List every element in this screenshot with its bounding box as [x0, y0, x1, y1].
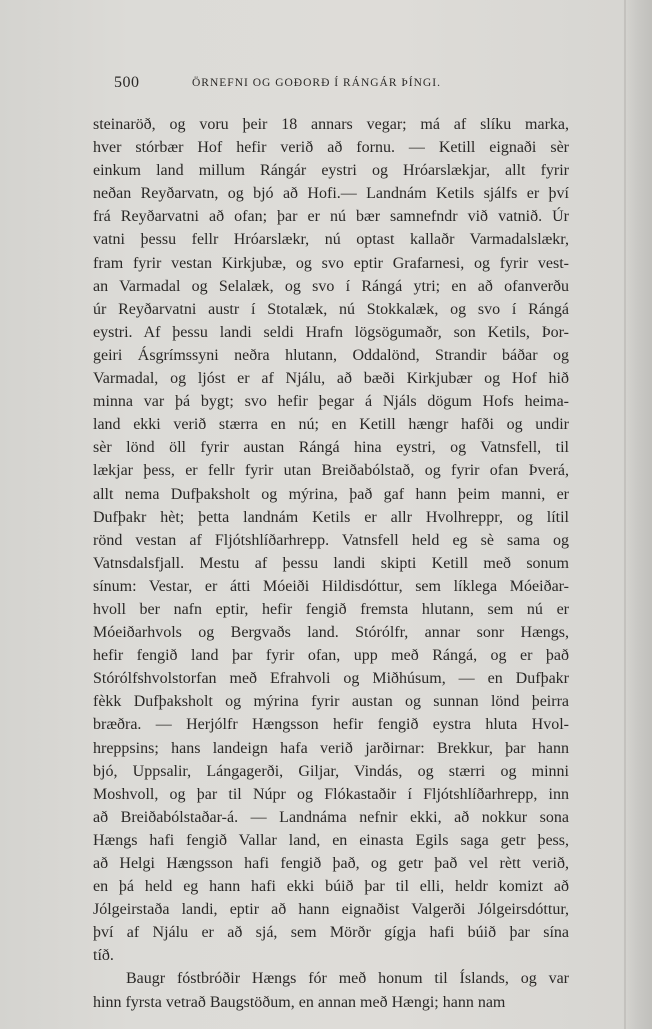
text-line: að Helgi Hængsson hafi fengið það, og getr það vel rètt verið,	[93, 855, 569, 872]
text-line: hefir fengið land þar fyrir ofan, upp með Rángá, og er það	[93, 647, 569, 665]
text-line: rönd vestan af Fljótshlíðarhrepp. Vatnsfell held eg sè sama og	[93, 531, 569, 549]
running-head: ÖRNEFNI OG GOÐORÐ Í RÁNGÁR ÞÍNGI.	[192, 77, 441, 89]
text-line: Stórólfshvolstorfan með Efrahvoli og Miðhúsum, — en Dufþakr	[93, 670, 569, 688]
text-line: Hængs hafi fengið Vallar land, en einasta Egils saga getr þess,	[93, 831, 569, 849]
text-line: hver stórbær Hof hefir verið að fornu. — Ketill eignaði sèr	[93, 139, 569, 157]
text-line: úr Reyðarvatni austr í Stotalæk, nú Stokkalæk, og svo í Rángá	[93, 300, 569, 318]
text-line: minna var þá bygt; svo hefir þegar á Njáls dögum Hofs heima-	[93, 393, 569, 411]
page-number: 500	[114, 74, 140, 91]
text-line: hvoll ber nafn eptir, hefir fengið fremsta hlutann, sem nú er	[93, 600, 569, 618]
text-line: Jólgeirstaða landi, eptir að hann eignaðist Valgerði Jólgeirsdóttur,	[93, 901, 569, 919]
text-line: steinaröð, og voru þeir 18 annars vegar; má af slíku marka,	[93, 116, 569, 133]
text-line: því af Njálu er að sjá, sem Mörðr gígja hafi búið þar sína	[93, 924, 569, 942]
text-line: einkum land millum Rángár eystri og Hróarslækjar, allt fyrir	[93, 162, 569, 180]
text-line: bræðra. — Herjólfr Hængsson hefir fengið eystra hluta Hvol-	[93, 716, 569, 734]
body-text	[93, 113, 569, 1014]
text-line: hinn fyrsta vetrað Baugstöðum, en annan með Hængi; hann nam	[93, 993, 506, 1011]
text-line: en þá held eg hann hafi ekki búið þar til elli, heldr komizt að	[93, 878, 569, 896]
text-line: vatni þessu fellr Hróarslækr, nú optast kallaðr Varmadalslækr,	[93, 231, 569, 249]
text-line: Moshvoll, og þar til Núpr og Flókastaðir í Fljótshlíðarhrepp, inn	[93, 785, 569, 803]
text-line: Vatnsdalsfjall. Mestu af þessu landi skipti Ketill með sonum	[93, 554, 569, 572]
text-line: Varmadal, og ljóst er af Njálu, að bæði Kirkjubær og Hof hið	[93, 370, 569, 388]
text-line: eystri. Af þessu landi seldi Hrafn lögsögumaðr, son Ketils, Þor-	[93, 323, 569, 341]
page-header	[112, 74, 582, 96]
text-line: sínum: Vestar, er átti Móeiði Hildisdóttur, sem líklega Móeiðar-	[93, 577, 569, 595]
text-line: Dufþakr hèt; þetta landnám Ketils er allr Hvolhreppr, og lítil	[93, 508, 569, 526]
text-line: Móeiðarhvols og Bergvaðs land. Stórólfr, annar sonr Hængs,	[93, 624, 569, 642]
text-line: fèkk Dufþaksholt og mýrina fyrir austan og sunnan lönd þeirra	[93, 693, 569, 711]
text-line: Baugr fóstbróðir Hængs fór með honum til Íslands, og var	[126, 970, 569, 988]
text-line: sèr lönd öll fyrir austan Rángá hina eystri, og Vatnsfell, til	[93, 439, 569, 457]
text-line: allt nema Dufþaksholt og mýrina, það gaf hann þeim manni, er	[93, 485, 569, 503]
text-line: fram fyrir vestan Kirkjubæ, og svo eptir Grafarnesi, og fyrir vest-	[93, 254, 569, 272]
text-line: neðan Reyðarvatn, og bjó að Hofi.— Landnám Ketils sjálfs er því	[93, 185, 569, 203]
text-line: frá Reyðarvatni að ofan; þar er nú bær samnefndr við vatnið. Úr	[93, 208, 569, 226]
text-line: geiri Ásgrímssyni neðra hlutann, Oddalönd, Strandir báðar og	[93, 346, 569, 364]
page-edge-shadow	[622, 0, 652, 1029]
text-line: land ekki verið stærra en nú; en Ketill hængr hafði og undir	[93, 416, 569, 434]
text-line: an Varmadal og Selalæk, og svo í Rángá ytri; en að ofanverðu	[93, 277, 569, 295]
text-line: tíð.	[93, 947, 114, 965]
text-line: hreppsins; hans landeign hafa verið jarðirnar: Brekkur, þar hann	[93, 739, 569, 757]
text-line: bjó, Uppsalir, Lángagerði, Giljar, Vindás, og stærri og minni	[93, 762, 569, 780]
text-line: að Breiðabólstaðar-á. — Landnáma nefnir ekki, að nokkur sona	[93, 808, 569, 826]
text-line: lækjar þess, er fellr fyrir utan Breiðabólstað, og fyrir ofan Þverá,	[93, 462, 569, 480]
